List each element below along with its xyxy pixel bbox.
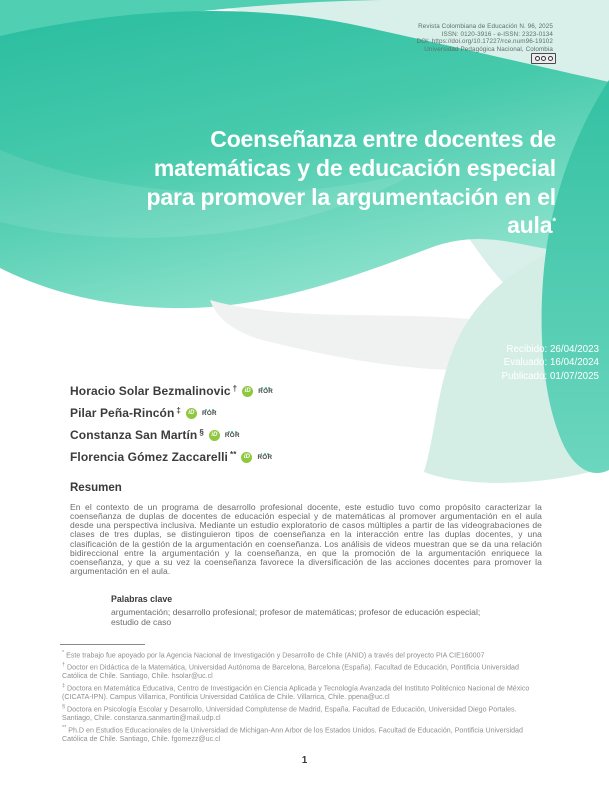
orcid-icon[interactable]: iD <box>241 452 252 463</box>
ror-icon[interactable]: ROR <box>224 432 240 439</box>
authors-list <box>70 380 273 468</box>
footnote: ‡ Doctora en Matemática Educativa, Centro de Investigación en Ciencia Aplicada y Tecnología Avanzada del Instituto Politécnico Nacional de México (CICATA-IPN). Campus Villarrica, Pontificia Universidad Católica de Chile. Villarrica, Chile. ppena@uc.cl <box>62 682 530 702</box>
author-footnote-marker: § <box>199 427 204 437</box>
author-name: Horacio Solar Bezmalinovic <box>70 384 231 398</box>
abstract-text: En el contexto de un programa de desarrollo profesional docente, este estudio tuvo como propósito caracterizar la coenseñanza de duplas de docentes de educación especial y de matemáticas al promover argumentación en el aula desde una perspectiva inclusiva. Mediante un estudio exploratorio de casos múltiples a partir de las videograbaciones de clases de tres duplas, se distinguieron tipos de coenseñanza en la interacción entre las duplas docentes, y una clasificación de la gestión de la argumentación en coenseñanza. Los análisis de videos muestran que se da una relación bidireccional entre la argumentación y la coenseñanza, en que la promoción de la argumentación enriquece la coenseñanza, y que a su vez la coenseñanza favorece la diversificación de las acciones docentes para promover la argumentación en el aula. <box>70 502 542 577</box>
orcid-icon[interactable]: iD <box>242 386 253 397</box>
author-row <box>70 446 273 468</box>
date-received: Recibido: 26/04/2023 <box>506 344 599 355</box>
footnote: § Doctora en Psicología Escolar y Desarrollo, Universidad Complutense de Madrid, España. Facultad de Educación, Universidad Diego Portales. Santiago, Chile. constanza.sanmartin@mail.udp.cl <box>62 703 517 723</box>
journal-doi-link[interactable]: DOI: https://doi.org/10.17227/rce.num96-19102 <box>416 38 553 46</box>
title-line: para promover la argumentación en el <box>146 183 556 210</box>
author-footnote-marker: ‡ <box>176 405 181 415</box>
author-name: Florencia Gómez Zaccarelli <box>70 450 228 464</box>
author-footnote-marker: † <box>232 383 238 393</box>
author-name: Pilar Peña-Rincón <box>70 406 175 420</box>
footnote-divider <box>60 644 145 645</box>
abstract-heading: Resumen <box>70 482 122 494</box>
nc-icon <box>548 56 553 61</box>
keywords-heading: Palabras clave <box>111 594 173 604</box>
date-evaluated: Evaluado: 16/04/2024 <box>503 357 599 369</box>
author-row <box>70 380 273 402</box>
title-line: aula <box>507 212 553 239</box>
title-line: matemáticas y de educación especial <box>153 154 556 181</box>
article-title <box>60 125 556 240</box>
footnote: ** Ph.D en Estudios Educacionales de la Universidad de Michigan-Ann Arbor de los Estados Unidos. Facultad de Educación, Pontificia Universidad Católica de Chile. Santiago, Chile. fgomezz@uc.cl <box>62 724 523 744</box>
ror-icon[interactable]: ROR <box>257 454 273 461</box>
footnote: † Doctor en Didáctica de la Matemática, Universidad Autónoma de Barcelona, Barcelona (España). Facultad de Educación, Pontificia Universidad Católica de Chile. Santiago, Chile. hsolar@uc.cl <box>62 661 519 681</box>
date-published: Publicado: 01/07/2025 <box>501 370 599 382</box>
journal-institution: Universidad Pedagógica Nacional, Colombia <box>424 45 553 53</box>
dates-block <box>501 343 599 383</box>
journal-name: Revista Colombiana de Educación N. 96, 2025 <box>418 23 553 30</box>
orcid-icon[interactable]: iD <box>209 430 220 441</box>
cc-icon <box>535 56 540 61</box>
by-icon <box>541 56 546 61</box>
journal-info-block <box>417 23 553 53</box>
journal-issn: ISSN: 0120-3916 - e-ISSN: 2323-0134 <box>441 30 553 38</box>
title-footnote-marker: * <box>552 216 556 228</box>
footnotes-block <box>62 649 544 744</box>
author-name: Constanza San Martín <box>70 428 198 442</box>
page-number: 1 <box>301 755 308 766</box>
footnote: * Este trabajo fue apoyado por la Agencia Nacional de Investigación y Desarrollo de Chile (ANID) a través del proyecto PIA CIE160007 <box>62 650 485 660</box>
author-row <box>70 402 273 424</box>
ror-icon[interactable]: ROR <box>258 388 274 395</box>
author-footnote-marker: ** <box>230 449 237 459</box>
orcid-icon[interactable]: iD <box>186 408 197 419</box>
author-row <box>70 424 273 446</box>
title-line: Coenseñanza entre docentes de <box>210 126 556 152</box>
keywords-text: argumentación; desarrollo profesional; profesor de matemáticas; profesor de educación especial; estudio de caso <box>111 607 481 627</box>
ror-icon[interactable]: ROR <box>201 410 217 417</box>
cc-license-badge[interactable] <box>531 53 556 64</box>
